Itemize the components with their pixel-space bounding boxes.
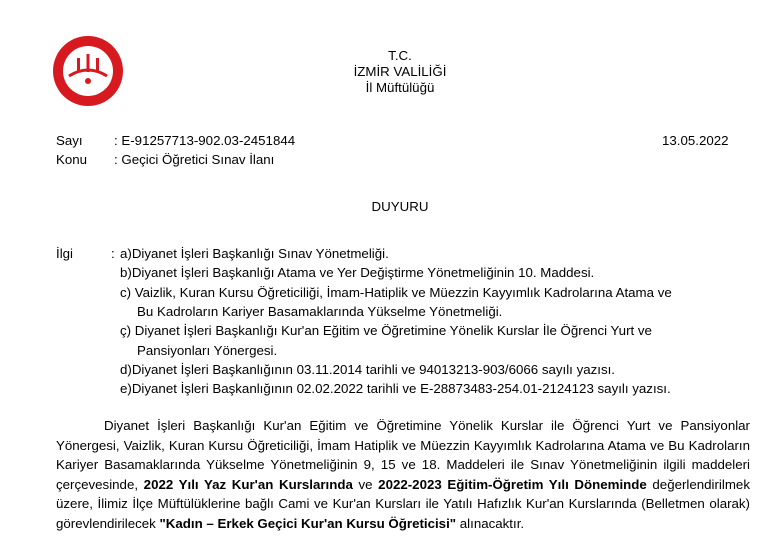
ilgi-label: İlgi xyxy=(56,246,73,261)
sayi-value: : E-91257713-902.03-2451844 xyxy=(114,133,296,148)
ilgi-colon: : xyxy=(111,246,115,261)
diyanet-seal-logo xyxy=(51,34,125,108)
ilgi-item-d: d)Diyanet İşleri Başkanlığının 03.11.2014 tarihli ve 94013213-903/6066 sayılı yazısı. xyxy=(120,362,615,377)
body-bold-summer-courses: 2022 Yılı Yaz Kur'an Kurslarında xyxy=(143,476,353,492)
ilgi-item-b: b)Diyanet İşleri Başkanlığı Atama ve Yer Değiştirme Yönetmeliğinin 10. Maddesi. xyxy=(120,265,595,280)
body-text-3: değerlendirilmek üzere, İlimiz İlçe Müftülüklerine bağlı Cami ve Kur'an Kursları ile Yatılı Hafızlık Kur'an Kurslarında (Belletmen olarak) görevlendirilecek xyxy=(56,476,750,531)
body-text-1: Diyanet İşleri Başkanlığı Kur'an Eğitim ve Öğretimine Yönelik Kurslar ile Öğrenci Yurt ve Pansiyonlar Yönergesi, Vaizlik, Kuran Kursu Öğreticiliği, İmam Hatiplik ve Müezzin Kayyımlık Kadrolarına Atama ve Bu Kadroların Kariyer Basamaklarında Yükselme Yönetmeliğinin 9, 15 ve 18. Maddeleri ile Sınav Yönetmeliğinin ilgili maddeleri çerçevesinde, xyxy=(56,418,750,492)
body-bold-academic-year: 2022-2023 Eğitim-Öğretim Yılı Döneminde xyxy=(378,476,647,492)
body-text-2: ve xyxy=(358,476,373,492)
header-tc: T.C. xyxy=(388,48,412,63)
document-title: DUYURU xyxy=(371,199,429,214)
header-governorship: İZMİR VALİLİĞİ xyxy=(353,64,447,79)
ilgi-item-c-line2: Bu Kadroların Kariyer Basamaklarında Yükselme Yönetmeliği. xyxy=(137,304,503,319)
body-text-4: alınacaktır. xyxy=(459,515,525,531)
konu-value: : Geçici Öğretici Sınav İlanı xyxy=(114,152,275,167)
ilgi-item-e: e)Diyanet İşleri Başkanlığının 02.02.2022 tarihli ve E-28873483-254.01-2124123 sayılı yazısı. xyxy=(120,381,671,396)
body-bold-position: "Kadın – Erkek Geçici Kur'an Kursu Öğreticisi" xyxy=(159,515,457,531)
ilgi-item-cc-line1: ç) Diyanet İşleri Başkanlığı Kur'an Eğitim ve Öğretimine Yönelik Kurslar İle Öğrenci Yurt ve xyxy=(120,323,652,338)
ilgi-item-c-line1: c) Vaizlik, Kuran Kursu Öğreticiliği, İmam-Hatiplik ve Müezzin Kayyımlık Kadrolarına Atama ve xyxy=(120,285,672,300)
ilgi-item-a: a)Diyanet İşleri Başkanlığı Sınav Yönetmeliği. xyxy=(120,246,389,261)
konu-label: Konu xyxy=(56,152,88,167)
ilgi-item-cc-line2: Pansiyonları Yönergesi. xyxy=(137,343,278,358)
document-date: 13.05.2022 xyxy=(662,133,729,148)
header-mufti-office: İl Müftülüğü xyxy=(365,80,435,95)
sayi-label: Sayı xyxy=(56,133,83,148)
body-paragraph xyxy=(56,416,750,533)
